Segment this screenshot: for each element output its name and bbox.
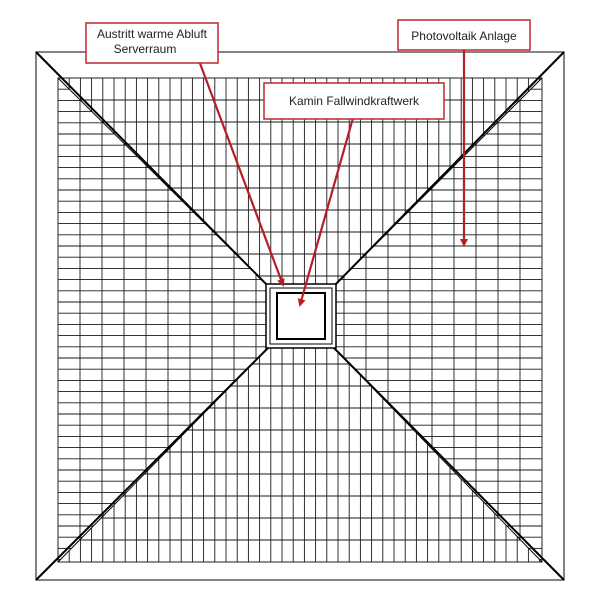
callout-exhaust [86, 23, 218, 63]
callout-exhaust-line-2: Serverraum [113, 42, 177, 56]
callout-chimney-line-1: Kamin Fallwindkraftwerk [288, 94, 420, 108]
callout-pv [398, 20, 530, 50]
callout-chimney [264, 83, 444, 119]
callout-exhaust-line-1: Austritt warme Abluft [96, 27, 208, 41]
callout-pv-line-1: Photovoltaik Anlage [411, 29, 517, 43]
chimney-square [266, 284, 336, 348]
